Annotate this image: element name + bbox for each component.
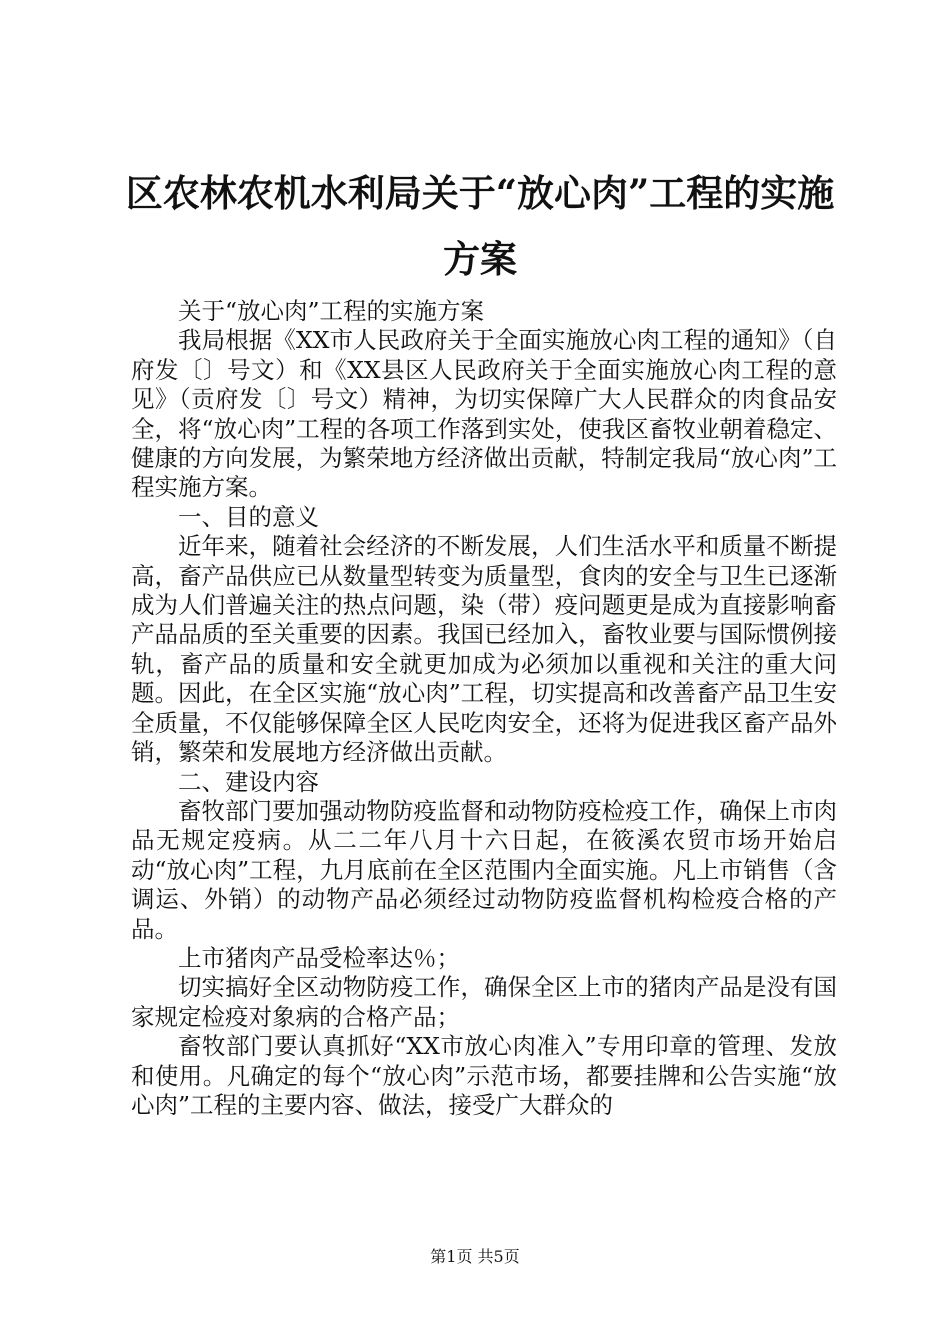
inspection-rate-paragraph: 上市猪肉产品受检率达％；	[178, 943, 460, 972]
document-body	[131, 297, 837, 1120]
epidemic-prevention-paragraph: 切实搞好全区动物防疫工作，确保全区上市的猪肉产品是没有国家规定检疫对象病的合格产品；	[131, 973, 837, 1031]
purpose-paragraph: 近年来，随着社会经济的不断发展，人们生活水平和质量不断提高，畜产品供应已从数量型转变为质量型，食肉的安全与卫生已逐渐成为人们普遍关注的热点问题，染（带）疫问题更是成为直接影响畜产品品质的至关重要的因素。我国已经加入，畜牧业要与国际惯例接轨，畜产品的质量和安全就更加成为必须加以重视和关注的重大问题。因此，在全区实施“放心肉”工程，切实提高和改善畜产品卫生安全质量，不仅能够保障全区人民吃肉安全，还将为促进我区畜产品外销，繁荣和发展地方经济做出贡献。	[131, 532, 837, 767]
section-heading-purpose: 一、目的意义	[178, 502, 319, 531]
section-heading-content: 二、建设内容	[178, 767, 319, 796]
subtitle-paragraph: 关于“放心肉”工程的实施方案	[178, 297, 485, 325]
document-title: 区农林农机水利局关于“放心肉”工程的实施方案	[125, 171, 835, 281]
seal-management-paragraph: 畜牧部门要认真抓好“XX市放心肉准入”专用印章的管理、发放和使用。凡确定的每个“放心肉”示范市场，都要挂牌和公告实施“放心肉”工程的主要内容、做法，接受广大群众的	[131, 1032, 837, 1119]
content-paragraph: 畜牧部门要加强动物防疫监督和动物防疫检疫工作，确保上市肉品无规定疫病。从二二年八月十六日起，在筱溪农贸市场开始启动“放心肉”工程，九月底前在全区范围内全面实施。凡上市销售（含调运、外销）的动物产品必须经过动物防疫监督机构检疫合格的产品。	[131, 796, 837, 943]
page-footer: 第1页 共5页	[430, 1247, 520, 1266]
intro-paragraph: 我局根据《XX市人民政府关于全面实施放心肉工程的通知》（自府发〔〕号文）和《XX县区人民政府关于全面实施放心肉工程的意见》（贡府发〔〕号文）精神，为切实保障广大人民群众的肉食品安全，将“放心肉”工程的各项工作落到实处，使我区畜牧业朝着稳定、健康的方向发展，为繁荣地方经济做出贡献，特制定我局“放心肉”工程实施方案。	[131, 326, 837, 502]
